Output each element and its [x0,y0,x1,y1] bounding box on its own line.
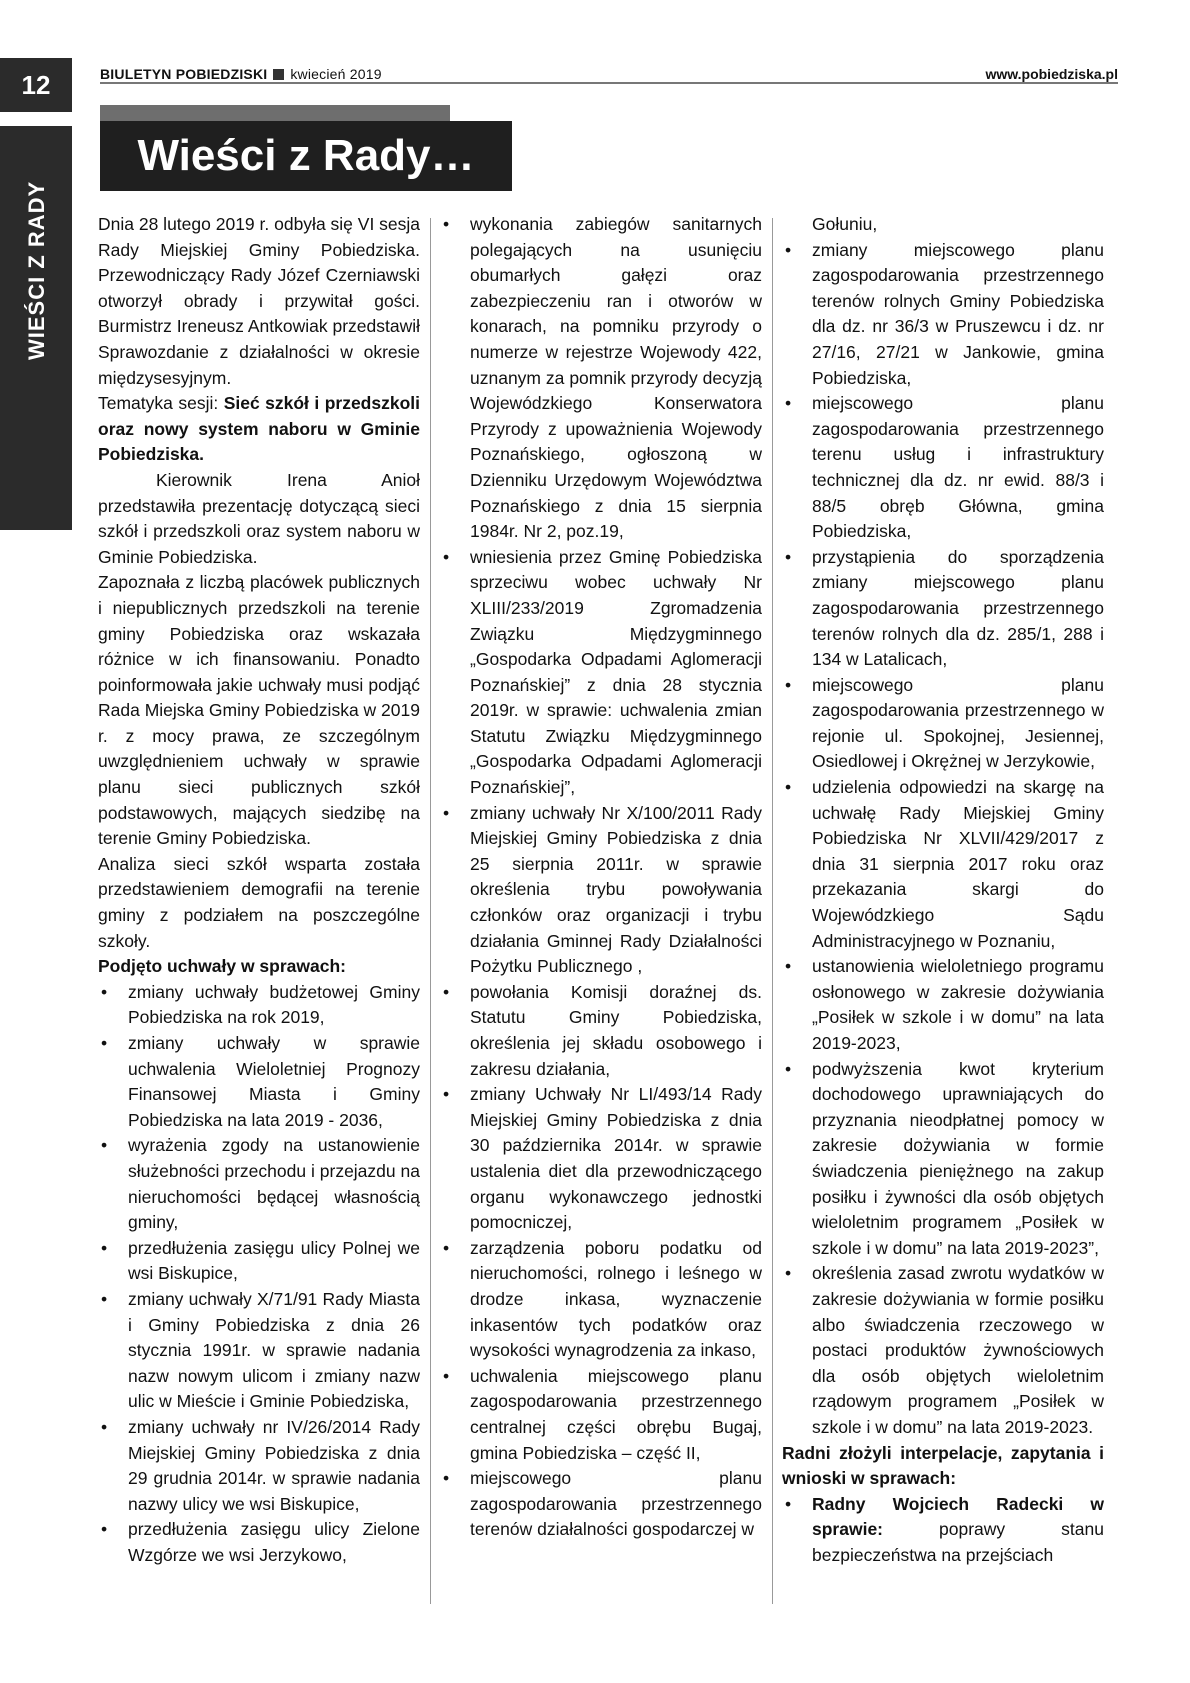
list-item: • Radny Wojciech Radecki w sprawie: poprawy stanu bezpieczeństwa na przejściach [782,1492,1104,1569]
list-item: • powołania Komisji doraźnej ds. Statutu Gminy Pobiedziska, określenia jej składu osobowego i zakresu działania, [440,980,762,1082]
session-topic: Tematyka sesji: Sieć szkół i przedszkoli oraz nowy system naboru w Gminie Pobiedziska. [98,393,420,465]
list-item: • określenia zasad zwrotu wydatków w zakresie dożywiania w formie posiłku albo świadczenia rzeczowego w postaci produktów żywnościowych dla osób objętych wieloletnim rządowym programem „Posiłek w szkole i w domu” na lata 2019-2023. [782,1261,1104,1440]
page-number: 12 [0,58,72,112]
resolutions-heading: Podjęto uchwały w sprawach: [98,956,346,977]
header-rule [100,82,1118,84]
list-item: • miejscowego planu zagospodarowania przestrzennego w rejonie ul. Spokojnej, Jesiennej, Osiedlowej i Okrężnej w Jerzykowie, [782,673,1104,775]
demography-paragraph: Analiza sieci szkół wsparta została przedstawieniem demografii na terenie gminy z podziałem na poszczególne szkoły. [98,853,420,951]
header-publication [100,66,382,82]
list-item: • zmiany uchwały w sprawie uchwalenia Wieloletniej Prognozy Finansowej Miasta i Gminy Pobiedziska na lata 2019 - 2036, [98,1031,420,1133]
list-item: • udzielenia odpowiedzi na skargę na uchwałę Rady Miejskiej Gminy Pobiedziska Nr XLVII/429/2017 z dnia 31 sierpnia 2017 roku oraz przekazania skargi do Wojewódzkiego Sądu Administracyjnego w Poznaniu, [782,775,1104,954]
list-item: • miejscowego planu zagospodarowania przestrzennego terenów działalności gospodarczej w [440,1466,762,1543]
page-title: Wieści z Rady… [100,121,512,191]
resolutions-list [782,238,1104,1441]
header-separator [72,0,76,112]
section-sidebar [0,120,72,530]
list-item: • przedłużenia zasięgu ulicy Zielone Wzgórze we wsi Jerzykowo, [98,1517,420,1568]
square-icon [273,69,284,80]
resolutions-list [98,980,420,1569]
website-link[interactable]: www.pobiedziska.pl [985,66,1118,82]
list-item: • uchwalenia miejscowego planu zagospodarowania przestrzennego centralnej części obrębu Bugaj, gmina Pobiedziska – część II, [440,1364,762,1466]
list-item: • zmiany uchwały budżetowej Gminy Pobiedziska na rok 2019, [98,980,420,1031]
title-accent-bar [100,105,450,121]
list-item: • zarządzenia poboru podatku od nieruchomości, rolnego i leśnego w drodze inkasa, wyznaczenie inkasentów tych podatków oraz wysokości wynagrodzenia za inkaso, [440,1236,762,1364]
list-item: • wniesienia przez Gminę Pobiedziska sprzeciwu wobec uchwały Nr XLIII/233/2019 Zgromadzenia Związku Międzygminnego „Gospodarka Odpadami Aglomeracji Poznańskiej” z dnia 28 stycznia 2019r. w sprawie: uchwalenia zmian Statutu Związku Międzygminnego „Gospodarka Odpadami Aglomeracji Poznańskiej”, [440,545,762,801]
column-2 [440,212,762,1543]
interpellations-heading: Radni złożyli interpelacje, zapytania i wnioski w sprawach: [782,1442,1104,1489]
list-item: • zmiany miejscowego planu zagospodarowania przestrzennego terenów rolnych Gminy Pobiedziska dla dz. nr 36/3 w Pruszewcu i dz. nr 27/16, 27/21 w Jankowie, gmina Pobiedziska, [782,238,1104,392]
resolutions-list [440,212,762,1543]
interpellations-list [782,1492,1104,1569]
list-item: • ustanowienia wieloletniego programu osłonowego w zakresie dożywiania „Posiłek w szkole i w domu” na lata 2019-2023, [782,954,1104,1056]
column-divider [430,218,431,1604]
list-item: • przystąpienia do sporządzenia zmiany miejscowego planu zagospodarowania przestrzennego terenów rolnych dla dz. 285/1, 288 i 134 w Latalicach, [782,545,1104,673]
list-item: • przedłużenia zasięgu ulicy Polnej we wsi Biskupice, [98,1236,420,1287]
list-item: • zmiany uchwały nr IV/26/2014 Rady Miejskiej Gminy Pobiedziska z dnia 29 grudnia 2014r. w sprawie nadania nazwy ulicy we wsi Biskupice, [98,1415,420,1517]
publication-name: BIULETYN POBIEDZISKI [100,66,268,82]
column-divider [772,218,773,1604]
presentation-paragraph: Kierownik Irena Anioł przedstawiła prezentację dotyczącą sieci szkół i przedszkoli oraz system naboru w Gminie Pobiedziska. [98,469,420,567]
list-item: • miejscowego planu zagospodarowania przestrzennego terenu usług i infrastruktury technicznej dla dz. nr ewid. 88/3 i 88/5 obręb Główna, gmina Pobiedziska, [782,391,1104,545]
session-intro: Dnia 28 lutego 2019 r. odbyła się VI sesja Rady Miejskiej Gminy Pobiedziska. Przewodniczący Rady Józef Czerniawski otworzył obrady i przywitał gości. Burmistrz Ireneusz Antkowiak przedstawił Sprawozdanie z działalności w okresie międzysesyjnym. [98,214,421,388]
column-1 [98,212,420,1568]
list-item: • wyrażenia zgody na ustanowienie służebności przechodu i przejazdu na nieruchomości będącej własnością gminy, [98,1133,420,1235]
list-item: • zmiany uchwały X/71/91 Rady Miasta i Gminy Pobiedziska z dnia 26 stycznia 1991r. w sprawie nadania nazw nowym ulicom i zmiany nazw ulic w Mieście i Gminie Pobiedziska, [98,1287,420,1415]
list-item: • zmiany uchwały Nr X/100/2011 Rady Miejskiej Gminy Pobiedziska z dnia 25 sierpnia 2011r. w sprawie określenia trybu powoływania członków oraz organizacji i trybu działania Gminnej Rady Działalności Pożytku Publicznego , [440,801,762,980]
schools-paragraph: Zapoznała z liczbą placówek publicznych i niepublicznych przedszkoli na terenie gminy Pobiedziska oraz wskazała różnice w ich finansowaniu. Ponadto poinformowała jakie uchwały musi podjąć Rada Miejska Gminy Pobiedziska w 2019 r. z mocy prawa, ze szczególnym uwzględnieniem uchwały w sprawie planu sieci publicznych szkół podstawowych, mających siedzibę na terenie Gminy Pobiedziska. [98,572,420,849]
publication-month: kwiecień 2019 [290,66,382,82]
list-continuation: Gołuniu, [812,214,878,234]
list-item: • zmiany Uchwały Nr LI/493/14 Rady Miejskiej Gminy Pobiedziska z dnia 30 października 2014r. w sprawie ustalenia diet dla przewodniczącego organu wykonawczego jednostki pomocniczej, [440,1082,762,1236]
section-label: WIEŚCI Z RADY [24,180,49,360]
column-3 [782,212,1104,1568]
list-item: • wykonania zabiegów sanitarnych polegających na usunięciu obumarłych gałęzi oraz zabezpieczeniu ran i otworów w konarach, na pomniku przyrody o numerze w rejestrze Wojewody 422, uznanym za pomnik przyrody decyzją Wojewódzkiego Konserwatora Przyrody z upoważnienia Wojewody Poznańskiego, ogłoszoną w Dzienniku Urzędowym Województwa Poznańskiego z dnia 15 sierpnia 1984r. Nr 2, poz.19, [440,212,762,545]
list-item: • podwyższenia kwot kryterium dochodowego uprawniających do przyznania nieodpłatnej pomocy w zakresie dożywiania w formie świadczenia pieniężnego na zakup posiłku i żywności dla osób objętych wieloletnim programem „Posiłek w szkole i w domu” na lata 2019-2023”, [782,1057,1104,1262]
